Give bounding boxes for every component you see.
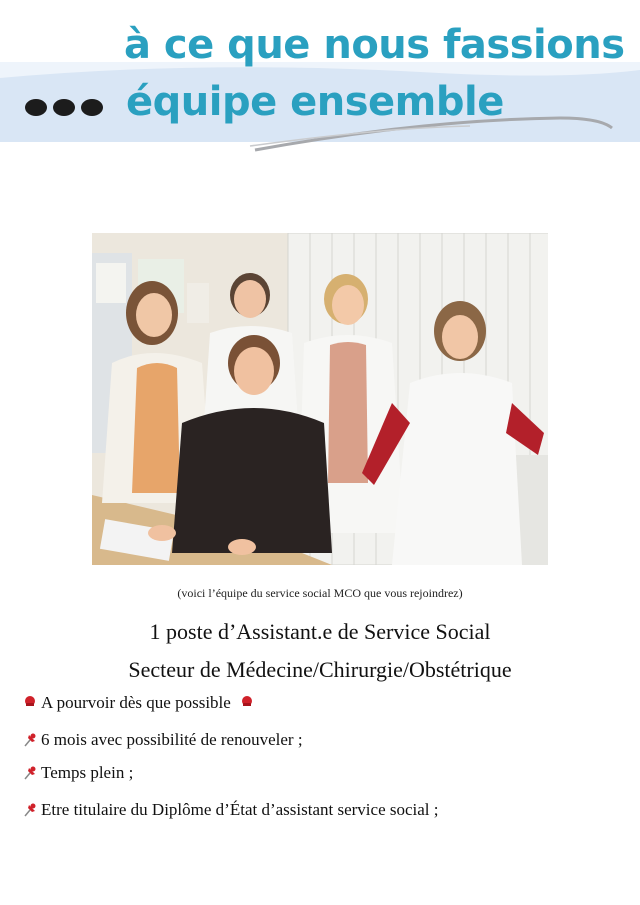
round-pushpin-icon — [22, 695, 38, 711]
job-sector: Secteur de Médecine/Chirurgie/Obstétrique — [128, 657, 512, 682]
round-pushpin-icon — [239, 695, 255, 711]
bullet-text: Temps plein ; — [41, 763, 134, 782]
pushpin-icon — [22, 732, 38, 748]
team-photo — [92, 233, 548, 565]
ellipsis-dots — [25, 99, 103, 116]
bullet-text: Etre titulaire du Diplôme d’État d’assistant service social ; — [41, 800, 439, 819]
list-item — [22, 730, 303, 750]
bullet-text: A pourvoir dès que possible — [41, 693, 231, 712]
list-item — [22, 763, 133, 783]
list-item — [22, 800, 439, 820]
pushpin-icon — [22, 802, 38, 818]
header-title-line-1: à ce que nous fassions — [124, 22, 625, 68]
pushpin-icon — [22, 765, 38, 781]
job-title: 1 poste d’Assistant.e de Service Social — [149, 619, 491, 644]
bullet-text: 6 mois avec possibilité de renouveler ; — [41, 730, 303, 749]
photo-caption: (voici l’équipe du service social MCO que vous rejoindrez) — [177, 586, 463, 600]
header-title-line-2: équipe ensemble — [126, 79, 504, 125]
list-item — [22, 693, 258, 713]
